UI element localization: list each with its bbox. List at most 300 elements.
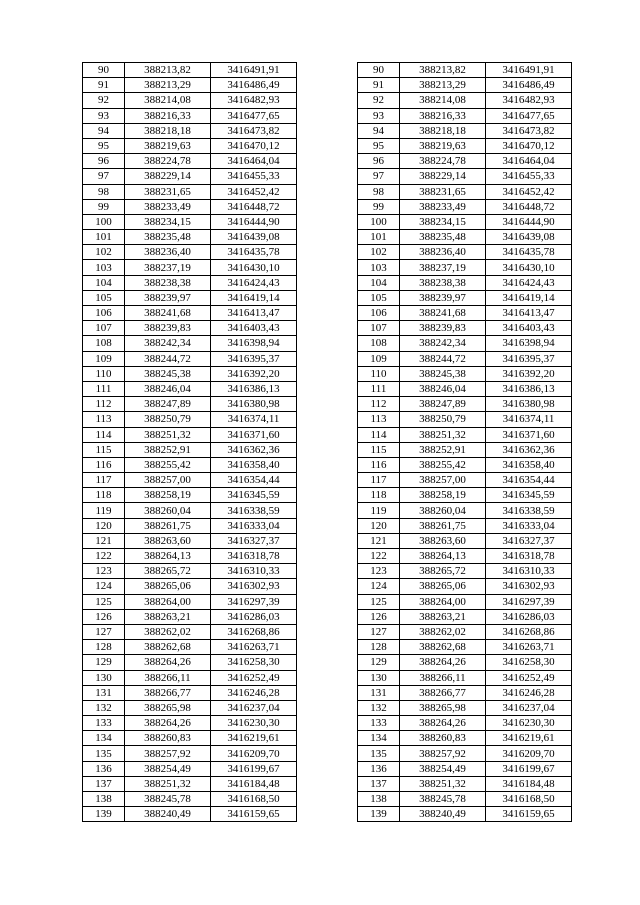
y-coordinate-cell: 3416362,36 [211,442,297,457]
table-row [83,503,297,518]
x-coordinate-cell: 388266,11 [125,670,211,685]
table-row [83,169,297,184]
y-coordinate-cell: 3416392,20 [211,366,297,381]
table-row [83,442,297,457]
x-coordinate-cell: 388235,48 [125,230,211,245]
y-coordinate-cell: 3416486,49 [211,78,297,93]
y-coordinate-cell: 3416486,49 [486,78,572,93]
y-coordinate-cell: 3416318,78 [211,549,297,564]
table-row [83,381,297,396]
point-number-cell: 126 [358,609,400,624]
y-coordinate-cell: 3416473,82 [211,123,297,138]
table-row [358,457,572,472]
x-coordinate-cell: 388219,63 [125,138,211,153]
point-number-cell: 117 [83,473,125,488]
point-number-cell: 114 [83,427,125,442]
table-row [358,199,572,214]
point-number-cell: 119 [83,503,125,518]
table-row [83,457,297,472]
y-coordinate-cell: 3416310,33 [211,564,297,579]
y-coordinate-cell: 3416246,28 [486,685,572,700]
x-coordinate-cell: 388263,21 [400,609,486,624]
x-coordinate-cell: 388224,78 [125,154,211,169]
y-coordinate-cell: 3416491,91 [486,63,572,78]
x-coordinate-cell: 388214,08 [400,93,486,108]
table-row [83,366,297,381]
table-row [83,306,297,321]
point-number-cell: 124 [83,579,125,594]
point-number-cell: 103 [358,260,400,275]
point-number-cell: 139 [83,807,125,822]
point-number-cell: 95 [358,138,400,153]
x-coordinate-cell: 388254,49 [125,761,211,776]
x-coordinate-cell: 388218,18 [400,123,486,138]
table-row [358,731,572,746]
point-number-cell: 137 [83,776,125,791]
x-coordinate-cell: 388237,19 [125,260,211,275]
table-row [83,412,297,427]
y-coordinate-cell: 3416246,28 [211,685,297,700]
x-coordinate-cell: 388247,89 [400,397,486,412]
table-row [358,533,572,548]
point-number-cell: 116 [83,457,125,472]
y-coordinate-cell: 3416398,94 [486,336,572,351]
table-row [358,624,572,639]
y-coordinate-cell: 3416435,78 [486,245,572,260]
x-coordinate-cell: 388245,38 [125,366,211,381]
point-number-cell: 119 [358,503,400,518]
x-coordinate-cell: 388264,00 [400,594,486,609]
y-coordinate-cell: 3416345,59 [486,488,572,503]
point-number-cell: 138 [83,792,125,807]
y-coordinate-cell: 3416297,39 [211,594,297,609]
coordinates-table-right [357,62,572,822]
x-coordinate-cell: 388261,75 [125,518,211,533]
table-row [83,716,297,731]
x-coordinate-cell: 388257,00 [125,473,211,488]
point-number-cell: 110 [83,366,125,381]
y-coordinate-cell: 3416430,10 [211,260,297,275]
x-coordinate-cell: 388258,19 [400,488,486,503]
table-row [358,381,572,396]
point-number-cell: 99 [358,199,400,214]
y-coordinate-cell: 3416386,13 [486,381,572,396]
y-coordinate-cell: 3416362,36 [486,442,572,457]
y-coordinate-cell: 3416482,93 [211,93,297,108]
point-number-cell: 136 [358,761,400,776]
table-row [358,655,572,670]
table-row [83,746,297,761]
x-coordinate-cell: 388242,34 [400,336,486,351]
point-number-cell: 96 [83,154,125,169]
y-coordinate-cell: 3416455,33 [486,169,572,184]
y-coordinate-cell: 3416452,42 [211,184,297,199]
point-number-cell: 101 [83,230,125,245]
table-row [358,306,572,321]
x-coordinate-cell: 388251,32 [400,427,486,442]
point-number-cell: 113 [83,412,125,427]
point-number-cell: 97 [358,169,400,184]
point-number-cell: 111 [358,381,400,396]
y-coordinate-cell: 3416302,93 [211,579,297,594]
table-row [83,397,297,412]
x-coordinate-cell: 388237,19 [400,260,486,275]
table-row [83,700,297,715]
x-coordinate-cell: 388263,60 [400,533,486,548]
y-coordinate-cell: 3416354,44 [486,473,572,488]
point-number-cell: 114 [358,427,400,442]
coordinates-table-left [82,62,297,822]
table-row [358,549,572,564]
point-number-cell: 98 [358,184,400,199]
table-row [83,321,297,336]
table-row [358,321,572,336]
point-number-cell: 125 [358,594,400,609]
table-row [83,776,297,791]
y-coordinate-cell: 3416444,90 [486,214,572,229]
table-row [358,108,572,123]
table-row [358,473,572,488]
x-coordinate-cell: 388244,72 [400,351,486,366]
y-coordinate-cell: 3416159,65 [211,807,297,822]
point-number-cell: 97 [83,169,125,184]
x-coordinate-cell: 388213,29 [400,78,486,93]
x-coordinate-cell: 388252,91 [125,442,211,457]
y-coordinate-cell: 3416435,78 [211,245,297,260]
table-row [358,138,572,153]
y-coordinate-cell: 3416470,12 [211,138,297,153]
x-coordinate-cell: 388244,72 [125,351,211,366]
x-coordinate-cell: 388239,97 [125,290,211,305]
x-coordinate-cell: 388216,33 [400,108,486,123]
y-coordinate-cell: 3416310,33 [486,564,572,579]
point-number-cell: 108 [358,336,400,351]
x-coordinate-cell: 388252,91 [400,442,486,457]
table-row [83,807,297,822]
x-coordinate-cell: 388241,68 [125,306,211,321]
table-row [358,776,572,791]
x-coordinate-cell: 388246,04 [400,381,486,396]
y-coordinate-cell: 3416413,47 [211,306,297,321]
y-coordinate-cell: 3416327,37 [486,533,572,548]
table-row [358,594,572,609]
point-number-cell: 101 [358,230,400,245]
table-row [358,336,572,351]
table-row [358,807,572,822]
y-coordinate-cell: 3416263,71 [211,640,297,655]
point-number-cell: 113 [358,412,400,427]
point-number-cell: 115 [83,442,125,457]
point-number-cell: 105 [358,290,400,305]
table-row [358,123,572,138]
point-number-cell: 112 [358,397,400,412]
table-row [83,594,297,609]
x-coordinate-cell: 388247,89 [125,397,211,412]
point-number-cell: 128 [358,640,400,655]
point-number-cell: 131 [358,685,400,700]
point-number-cell: 107 [83,321,125,336]
point-number-cell: 126 [83,609,125,624]
point-number-cell: 91 [358,78,400,93]
point-number-cell: 92 [358,93,400,108]
table-row [83,154,297,169]
y-coordinate-cell: 3416268,86 [486,624,572,639]
x-coordinate-cell: 388235,48 [400,230,486,245]
y-coordinate-cell: 3416252,49 [486,670,572,685]
table-row [83,640,297,655]
point-number-cell: 106 [83,306,125,321]
y-coordinate-cell: 3416374,11 [486,412,572,427]
point-number-cell: 96 [358,154,400,169]
point-number-cell: 102 [358,245,400,260]
point-number-cell: 131 [83,685,125,700]
y-coordinate-cell: 3416338,59 [486,503,572,518]
x-coordinate-cell: 388264,13 [125,549,211,564]
table-row [83,275,297,290]
y-coordinate-cell: 3416345,59 [211,488,297,503]
point-number-cell: 134 [83,731,125,746]
table-row [83,108,297,123]
table-row [358,670,572,685]
x-coordinate-cell: 388224,78 [400,154,486,169]
point-number-cell: 123 [83,564,125,579]
point-number-cell: 115 [358,442,400,457]
table-row [83,579,297,594]
point-number-cell: 123 [358,564,400,579]
y-coordinate-cell: 3416297,39 [486,594,572,609]
x-coordinate-cell: 388263,21 [125,609,211,624]
table-row [358,366,572,381]
point-number-cell: 95 [83,138,125,153]
table-row [83,564,297,579]
x-coordinate-cell: 388234,15 [125,214,211,229]
x-coordinate-cell: 388258,19 [125,488,211,503]
table-row [83,184,297,199]
table-row [83,427,297,442]
y-coordinate-cell: 3416184,48 [486,776,572,791]
point-number-cell: 105 [83,290,125,305]
table-row [83,549,297,564]
x-coordinate-cell: 388265,98 [400,700,486,715]
x-coordinate-cell: 388245,78 [125,792,211,807]
point-number-cell: 135 [83,746,125,761]
point-number-cell: 109 [83,351,125,366]
x-coordinate-cell: 388239,97 [400,290,486,305]
point-number-cell: 121 [83,533,125,548]
x-coordinate-cell: 388255,42 [125,457,211,472]
y-coordinate-cell: 3416286,03 [211,609,297,624]
point-number-cell: 135 [358,746,400,761]
table-row [358,518,572,533]
y-coordinate-cell: 3416439,08 [211,230,297,245]
table-row [358,184,572,199]
y-coordinate-cell: 3416380,98 [486,397,572,412]
y-coordinate-cell: 3416395,37 [211,351,297,366]
y-coordinate-cell: 3416464,04 [486,154,572,169]
y-coordinate-cell: 3416327,37 [211,533,297,548]
table-row [358,792,572,807]
point-number-cell: 93 [83,108,125,123]
point-number-cell: 120 [358,518,400,533]
table-row [358,169,572,184]
y-coordinate-cell: 3416168,50 [486,792,572,807]
point-number-cell: 111 [83,381,125,396]
x-coordinate-cell: 388245,38 [400,366,486,381]
x-coordinate-cell: 388218,18 [125,123,211,138]
table-row [358,488,572,503]
point-number-cell: 134 [358,731,400,746]
table-row [83,670,297,685]
table-row [358,78,572,93]
table-row [358,640,572,655]
y-coordinate-cell: 3416444,90 [211,214,297,229]
x-coordinate-cell: 388265,72 [125,564,211,579]
point-number-cell: 121 [358,533,400,548]
table-row [83,123,297,138]
x-coordinate-cell: 388257,92 [400,746,486,761]
y-coordinate-cell: 3416338,59 [211,503,297,518]
x-coordinate-cell: 388260,04 [125,503,211,518]
table-row [358,685,572,700]
table-row [83,245,297,260]
y-coordinate-cell: 3416371,60 [211,427,297,442]
x-coordinate-cell: 388260,83 [125,731,211,746]
x-coordinate-cell: 388264,26 [125,716,211,731]
point-number-cell: 93 [358,108,400,123]
point-number-cell: 130 [358,670,400,685]
table-row [358,442,572,457]
point-number-cell: 94 [358,123,400,138]
table-row [358,579,572,594]
y-coordinate-cell: 3416464,04 [211,154,297,169]
point-number-cell: 117 [358,473,400,488]
table-row [83,230,297,245]
point-number-cell: 90 [358,63,400,78]
x-coordinate-cell: 388245,78 [400,792,486,807]
y-coordinate-cell: 3416219,61 [486,731,572,746]
y-coordinate-cell: 3416395,37 [486,351,572,366]
x-coordinate-cell: 388257,00 [400,473,486,488]
y-coordinate-cell: 3416473,82 [486,123,572,138]
y-coordinate-cell: 3416252,49 [211,670,297,685]
x-coordinate-cell: 388266,77 [125,685,211,700]
y-coordinate-cell: 3416482,93 [486,93,572,108]
x-coordinate-cell: 388265,06 [125,579,211,594]
y-coordinate-cell: 3416168,50 [211,792,297,807]
x-coordinate-cell: 388264,26 [125,655,211,670]
y-coordinate-cell: 3416413,47 [486,306,572,321]
table-row [83,685,297,700]
y-coordinate-cell: 3416258,30 [486,655,572,670]
x-coordinate-cell: 388250,79 [400,412,486,427]
y-coordinate-cell: 3416455,33 [211,169,297,184]
x-coordinate-cell: 388265,06 [400,579,486,594]
x-coordinate-cell: 388255,42 [400,457,486,472]
y-coordinate-cell: 3416403,43 [211,321,297,336]
y-coordinate-cell: 3416392,20 [486,366,572,381]
y-coordinate-cell: 3416371,60 [486,427,572,442]
x-coordinate-cell: 388213,82 [400,63,486,78]
y-coordinate-cell: 3416268,86 [211,624,297,639]
x-coordinate-cell: 388254,49 [400,761,486,776]
point-number-cell: 129 [358,655,400,670]
y-coordinate-cell: 3416419,14 [211,290,297,305]
y-coordinate-cell: 3416470,12 [486,138,572,153]
y-coordinate-cell: 3416302,93 [486,579,572,594]
table-row [83,792,297,807]
x-coordinate-cell: 388238,38 [125,275,211,290]
x-coordinate-cell: 388213,29 [125,78,211,93]
x-coordinate-cell: 388239,83 [125,321,211,336]
table-row [83,609,297,624]
point-number-cell: 100 [358,214,400,229]
point-number-cell: 127 [83,624,125,639]
point-number-cell: 133 [358,716,400,731]
point-number-cell: 139 [358,807,400,822]
y-coordinate-cell: 3416286,03 [486,609,572,624]
table-row [358,503,572,518]
table-row [358,93,572,108]
point-number-cell: 120 [83,518,125,533]
y-coordinate-cell: 3416159,65 [486,807,572,822]
table-row [83,655,297,670]
x-coordinate-cell: 388251,32 [125,427,211,442]
table-row [358,564,572,579]
x-coordinate-cell: 388239,83 [400,321,486,336]
point-number-cell: 92 [83,93,125,108]
table-row [358,427,572,442]
y-coordinate-cell: 3416219,61 [211,731,297,746]
x-coordinate-cell: 388266,77 [400,685,486,700]
point-number-cell: 94 [83,123,125,138]
point-number-cell: 100 [83,214,125,229]
x-coordinate-cell: 388241,68 [400,306,486,321]
y-coordinate-cell: 3416448,72 [486,199,572,214]
y-coordinate-cell: 3416448,72 [211,199,297,214]
x-coordinate-cell: 388229,14 [400,169,486,184]
x-coordinate-cell: 388234,15 [400,214,486,229]
point-number-cell: 138 [358,792,400,807]
y-coordinate-cell: 3416403,43 [486,321,572,336]
point-number-cell: 108 [83,336,125,351]
point-number-cell: 116 [358,457,400,472]
table-row [358,154,572,169]
table-row [83,336,297,351]
table-row [83,290,297,305]
x-coordinate-cell: 388231,65 [125,184,211,199]
table-row [83,518,297,533]
x-coordinate-cell: 388266,11 [400,670,486,685]
y-coordinate-cell: 3416424,43 [486,275,572,290]
point-number-cell: 90 [83,63,125,78]
point-number-cell: 132 [83,700,125,715]
y-coordinate-cell: 3416258,30 [211,655,297,670]
y-coordinate-cell: 3416184,48 [211,776,297,791]
point-number-cell: 98 [83,184,125,199]
point-number-cell: 102 [83,245,125,260]
table-row [83,199,297,214]
table-row [358,63,572,78]
table-row [83,138,297,153]
table-row [83,473,297,488]
y-coordinate-cell: 3416430,10 [486,260,572,275]
y-coordinate-cell: 3416452,42 [486,184,572,199]
y-coordinate-cell: 3416477,65 [486,108,572,123]
x-coordinate-cell: 388261,75 [400,518,486,533]
table-row [83,351,297,366]
point-number-cell: 118 [358,488,400,503]
point-number-cell: 136 [83,761,125,776]
